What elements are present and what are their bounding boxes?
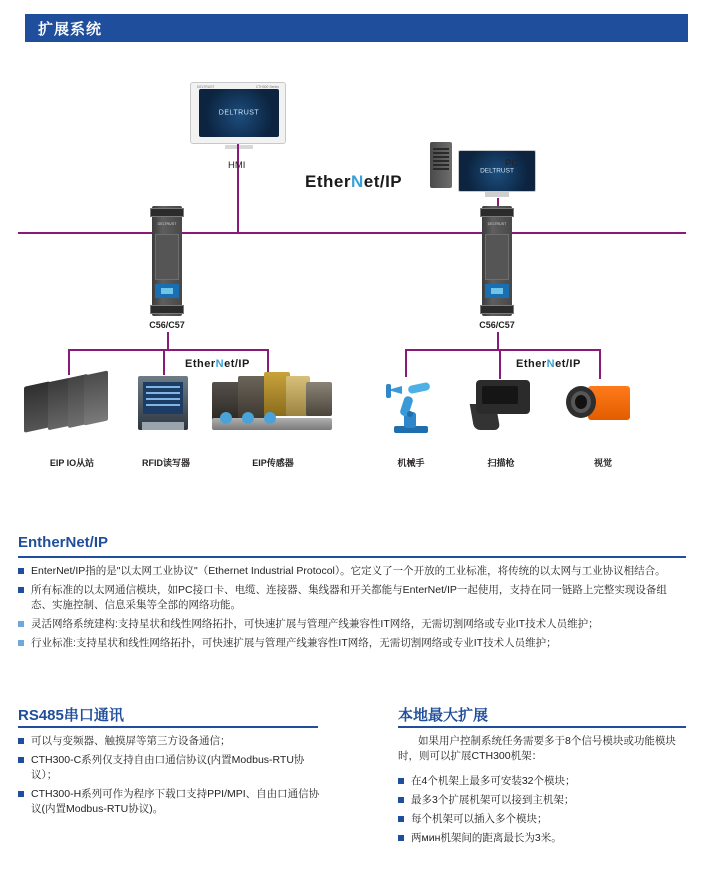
page-title: 扩展系统 (38, 21, 103, 38)
plc-controller-right (476, 206, 518, 316)
eip-io-slave-device (24, 376, 112, 436)
barcode-scanner-device (468, 380, 534, 432)
robot-arm-icon (380, 376, 442, 438)
sub-bus-label-right: EtherNet/IP (513, 358, 584, 370)
wire-plc-left-down (167, 332, 169, 350)
robot-arm-device (380, 376, 442, 438)
pc-tower (430, 142, 452, 188)
hmi-screen (199, 89, 279, 137)
list-item: 最多3个扩展机架可以接到主机架； (398, 793, 686, 808)
section-title-rs485: RS485串口通讯 (18, 707, 124, 724)
vision-camera-device (566, 380, 640, 432)
pc-monitor-base (485, 192, 509, 197)
bullet-list-rs485 (18, 734, 328, 821)
list-item: CTH300-C系列仅支持自由口通信协议(内置Modbus-RTU协议）； (18, 753, 328, 783)
device-label-eip-sensor: EIP传感器 (252, 458, 294, 468)
list-item: EnterNet/IP指的是"以太网工业协议"（Ethernet Industrial Protocol）。它定义了一个开放的工业标准，将传统的以太网与工业协议相结合。 (18, 564, 686, 579)
pc-screen (458, 150, 536, 192)
section-rule-ethernet (18, 556, 686, 558)
list-item: 可以与变频器、触摸屏等第三方设备通信； (18, 734, 328, 749)
hmi-label: HMI (228, 160, 246, 171)
sub-bus-label-left: EtherNet/IP (182, 358, 253, 370)
wire-to-scanner (499, 349, 501, 379)
network-diagram (0, 46, 704, 526)
section-title-ethernet: EntherNet/IP (18, 534, 109, 551)
wire-to-vision (599, 349, 601, 379)
wire-plc-right-down (497, 332, 499, 350)
device-label-rfid: RFID读写器 (142, 458, 190, 468)
expansion-intro-text: 如果用户控制系统任务需要多于8个信号模块或功能模块时，则可以扩展CTH300机架： (398, 735, 676, 762)
wire-sub-bus-left (68, 349, 268, 351)
device-label-robot: 机械手 (397, 458, 425, 468)
section-rule-expansion (398, 726, 686, 728)
device-label-eip-io: EIP IO从站 (49, 458, 95, 468)
list-item: 灵活网络系统建构:支持星状和线性网络拓扑，可快速扩展与管理产线兼容性IT网络，无需切割网络或专业IT技术人员维护； (18, 617, 686, 632)
bullet-list-expansion (398, 774, 686, 850)
hmi-device (190, 82, 286, 144)
eip-sensor-cluster (212, 372, 334, 438)
plc-left-brand: DELTRUST (157, 222, 177, 226)
list-item: 每个机架可以插入多个模块； (398, 812, 686, 827)
hmi-brand-right: CTH300 Series (255, 85, 279, 89)
hmi-brand-left: DELTRUST (197, 85, 215, 89)
device-label-scanner: 扫描枪 (487, 458, 515, 468)
pc-label: PC (505, 158, 519, 169)
plc-controller-left (146, 206, 188, 316)
list-item: 行业标准:支持星状和线性网络拓扑，可快速扩展与管理产线兼容性IT网络，无需切割网络或专业IT技术人员维护； (18, 636, 686, 651)
page-header (16, 14, 688, 42)
plc-right-brand: DELTRUST (487, 222, 507, 226)
section-rule-rs485 (18, 726, 318, 728)
plc-left-label: C56/C57 (149, 320, 185, 330)
hmi-screen-logo: DELTRUST (218, 109, 260, 117)
wire-to-eipio (68, 349, 70, 375)
list-item: 两мин机架间的距离最长为3米。 (398, 831, 686, 846)
wire-hmi-to-bus (237, 144, 239, 232)
wire-to-eipsensor (267, 349, 269, 373)
hmi-stand (225, 145, 253, 149)
device-label-vision: 视觉 (593, 458, 612, 468)
pc-screen-logo: DELTRUST (480, 167, 514, 175)
header-accent-bar (16, 14, 25, 42)
wire-to-rfid (163, 349, 165, 375)
list-item: 在4个机架上最多可安装32个模块； (398, 774, 686, 789)
list-item: CTH300-H系列可作为程序下载口支持PPI/MPI、自由口通信协议(内置Modbus-RTU协议)。 (18, 787, 328, 817)
list-item: 所有标准的以太网通信模块，如PC接口卡、电缆、连接器、集线器和开关都能与EnterNet/IP一起使用，支持在同一链路上完整实现设备组态、实施控制、信息采集等全部的网络功能。 (18, 583, 686, 613)
rfid-reader-device (138, 376, 194, 432)
wire-to-robot (405, 349, 407, 377)
plc-right-label: C56/C57 (479, 320, 515, 330)
wire-sub-bus-right (405, 349, 600, 351)
ethernet-bus-line (18, 232, 686, 234)
bullet-list-ethernet (18, 564, 686, 655)
ethernet-bus-label: EtherNet/IP (305, 172, 403, 191)
section-title-expansion: 本地最大扩展 (398, 707, 489, 724)
